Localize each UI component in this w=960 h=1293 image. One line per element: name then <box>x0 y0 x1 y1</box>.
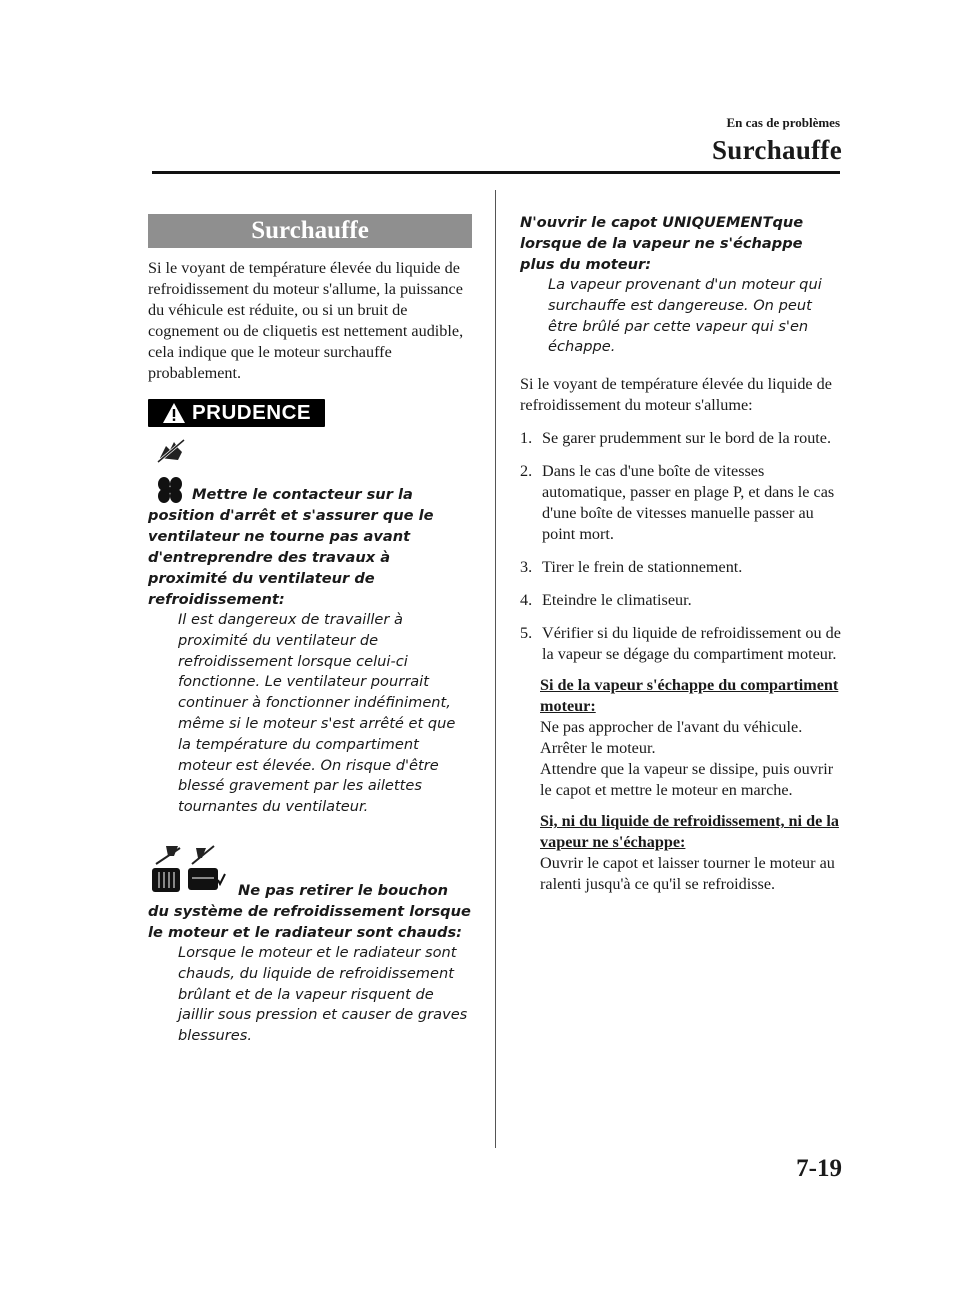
fan-pictograms <box>148 436 472 506</box>
column-divider <box>495 190 496 1148</box>
radiator-pictograms <box>148 844 472 896</box>
intro-paragraph: Si le voyant de température élevée du liquide de refroidissement du moteur s'allume, la puissance du véhicule est réduite, ou si un bruit de cognement ou de cliquetis est nettement audible, cela indique que le moteur surchauffe probablement. <box>148 259 464 382</box>
warning3-heading: N'ouvrir le capot UNIQUEMENTque lorsque de la vapeur ne s'échappe plus du moteur: <box>520 214 804 273</box>
case-steam-body-1: Ne pas approcher de l'avant du véhicule. Arrêter le moteur. <box>540 718 803 758</box>
section-banner: Surchauffe <box>148 214 472 248</box>
steps-intro: Si le voyant de température élevée du liquide de refroidissement du moteur s'allume: <box>520 375 832 415</box>
warning2-heading: Ne pas retirer le bouchon du système de refroidissement lorsque le moteur et le radiateur sont chauds: <box>148 881 471 941</box>
left-column <box>148 214 472 1047</box>
header-rule <box>152 171 840 174</box>
case-no-steam-heading: Si, ni du liquide de refroidissement, ni de la vapeur ne s'échappe: <box>540 812 839 852</box>
page-number: 7-19 <box>796 1155 842 1182</box>
radiator-icon <box>148 844 184 894</box>
procedure-steps <box>520 428 842 665</box>
no-hand-icon <box>156 438 186 464</box>
case-steam-body-2: Attendre que la vapeur se dissipe, puis ouvrir le capot et mettre le moteur en marche. <box>540 760 834 800</box>
right-column <box>520 212 842 895</box>
coolant-reservoir-icon <box>186 844 228 894</box>
case-no-steam-body: Ouvrir le capot et laisser tourner le moteur au ralenti jusqu'à ce qu'il se refroidisse. <box>540 854 835 894</box>
warning-triangle-icon <box>162 401 186 425</box>
fan-icon <box>156 476 184 504</box>
procedure-step: 2. Dans le cas d'une boîte de vitesses automatique, passer en plage P, et dans le cas d'une boîte de vitesses manuelle passer au point mort. <box>520 462 835 544</box>
case-steam-heading: Si de la vapeur s'échappe du compartiment moteur: <box>540 676 839 716</box>
caution-label-text: PRUDENCE <box>192 401 312 424</box>
procedure-step: 3. Tirer le frein de stationnement. <box>520 558 743 577</box>
warning1-heading: Mettre le contacteur sur la position d'arrêt et s'assurer que le ventilateur ne tourne pas avant d'entreprendre des travaux à proximité du ventilateur de refroidissement: <box>148 486 434 608</box>
caution-label <box>148 399 325 427</box>
section-title: En cas de problèmes <box>726 115 840 130</box>
procedure-step: 4. Eteindre le climatiseur. <box>520 591 692 610</box>
page-header-title: Surchauffe <box>711 135 842 165</box>
warning1-body: Il est dangereux de travailler à proximité du ventilateur de refroidissement lorsque celui-ci fonctionne. Le ventilateur pourrait continuer à fonctionner indéfiniment, même si le moteur s'est arrêté et que la température du compartiment moteur est élevée. On risque d'être blessé gravement par les ailettes tournantes du ventilateur. <box>178 611 456 816</box>
procedure-step: 5. Vérifier si du liquide de refroidissement ou de la vapeur se dégage du compartiment moteur. <box>520 624 841 664</box>
warning2-body: Lorsque le moteur et le radiateur sont chauds, du liquide de refroidissement brûlant et de la vapeur risquent de jaillir sous pression et causer de graves blessures. <box>178 943 468 1045</box>
procedure-step: 1. Se garer prudemment sur le bord de la route. <box>520 429 832 448</box>
warning3-body: La vapeur provenant d'un moteur qui surchauffe est dangereuse. On peut être brûlé par cette vapeur qui s'en échappe. <box>548 276 822 356</box>
